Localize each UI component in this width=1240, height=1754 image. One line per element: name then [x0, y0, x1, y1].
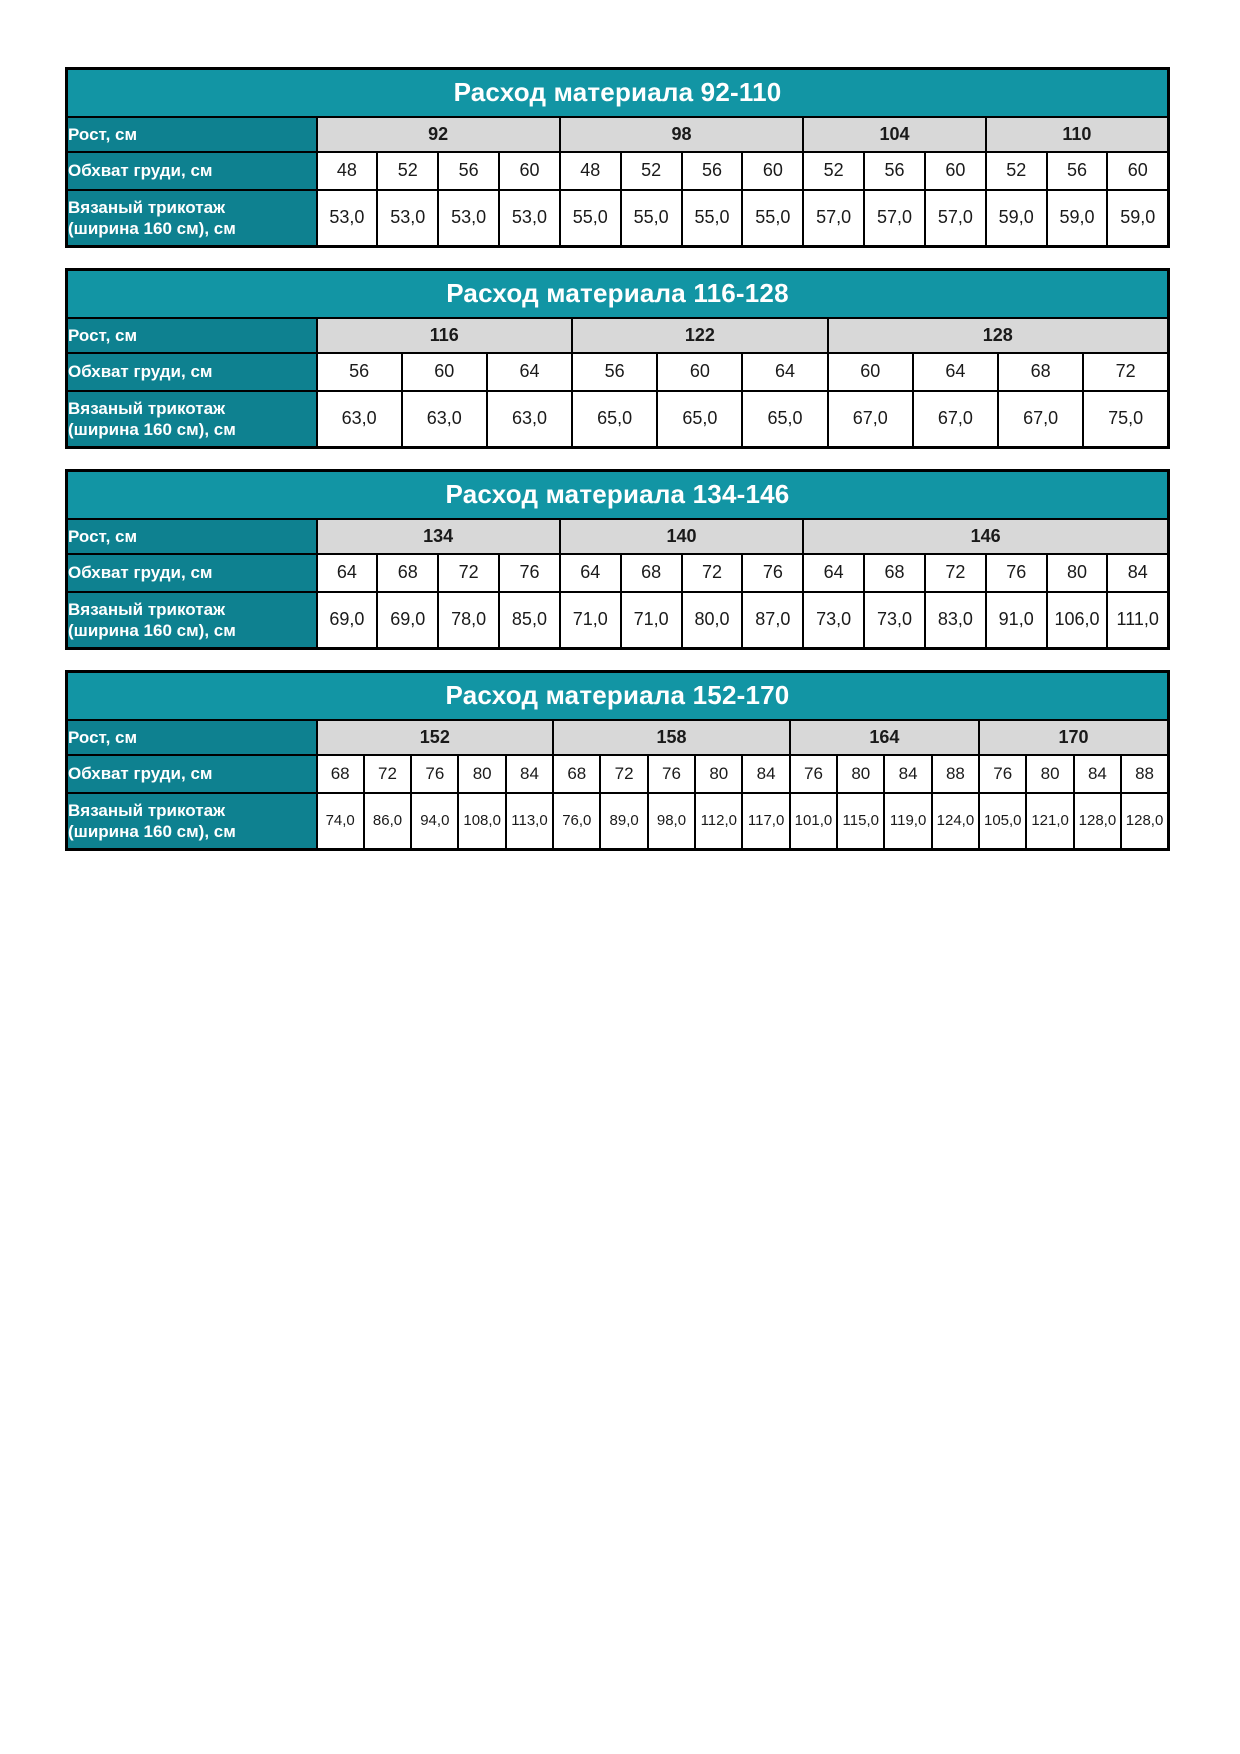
fabric-label-line1: Вязаный трикотаж [68, 197, 226, 217]
chest-size-cell: 52 [986, 152, 1047, 190]
fabric-label-line1: Вязаный трикотаж [68, 800, 226, 820]
chest-size-cell: 64 [487, 353, 572, 391]
chest-size-cell: 52 [803, 152, 864, 190]
fabric-value-cell: 94,0 [411, 793, 458, 850]
row-label-chest: Обхват груди, см [67, 152, 317, 190]
fabric-value-cell: 55,0 [682, 190, 743, 247]
row-label-chest: Обхват груди, см [67, 554, 317, 592]
height-group-cell: 170 [979, 720, 1168, 755]
fabric-row [67, 391, 1169, 448]
height-group-cell: 152 [317, 720, 554, 755]
fabric-value-cell: 108,0 [458, 793, 505, 850]
height-group-cell: 98 [560, 117, 803, 152]
fabric-label-line2: (ширина 160 см), см [68, 821, 236, 841]
fabric-value-cell: 112,0 [695, 793, 742, 850]
fabric-value-cell: 74,0 [317, 793, 364, 850]
fabric-value-cell: 111,0 [1107, 592, 1168, 649]
chest-size-cell: 48 [317, 152, 378, 190]
chest-size-cell: 60 [402, 353, 487, 391]
fabric-value-cell: 53,0 [317, 190, 378, 247]
chest-size-cell: 64 [317, 554, 378, 592]
chest-size-cell: 84 [1074, 755, 1121, 793]
chest-size-cell: 84 [506, 755, 553, 793]
fabric-row [67, 592, 1169, 649]
chest-size-cell: 80 [837, 755, 884, 793]
chest-size-cell: 84 [742, 755, 789, 793]
chest-size-cell: 52 [377, 152, 438, 190]
chest-size-cell: 76 [979, 755, 1026, 793]
chest-size-cell: 72 [600, 755, 647, 793]
fabric-label-line2: (ширина 160 см), см [68, 218, 236, 238]
table-title: Расход материала 92-110 [67, 69, 1169, 117]
row-label-fabric [67, 793, 317, 850]
fabric-row [67, 190, 1169, 247]
fabric-value-cell: 98,0 [648, 793, 695, 850]
chest-size-cell: 56 [864, 152, 925, 190]
fabric-value-cell: 69,0 [377, 592, 438, 649]
chest-size-cell: 48 [560, 152, 621, 190]
fabric-value-cell: 67,0 [998, 391, 1083, 448]
height-group-cell: 122 [572, 318, 828, 353]
fabric-value-cell: 55,0 [742, 190, 803, 247]
fabric-value-cell: 119,0 [884, 793, 931, 850]
chest-size-cell: 60 [828, 353, 913, 391]
fabric-value-cell: 65,0 [572, 391, 657, 448]
material-table-2 [65, 469, 1170, 650]
row-label-chest: Обхват груди, см [67, 353, 317, 391]
fabric-value-cell: 91,0 [986, 592, 1047, 649]
fabric-value-cell: 59,0 [1047, 190, 1108, 247]
fabric-value-cell: 86,0 [364, 793, 411, 850]
fabric-value-cell: 65,0 [742, 391, 827, 448]
fabric-value-cell: 128,0 [1121, 793, 1168, 850]
chest-size-cell: 60 [499, 152, 560, 190]
chest-size-cell: 56 [682, 152, 743, 190]
fabric-value-cell: 83,0 [925, 592, 986, 649]
chest-size-cell: 60 [925, 152, 986, 190]
fabric-value-cell: 57,0 [864, 190, 925, 247]
material-table-3 [65, 670, 1170, 851]
row-label-height: Рост, см [67, 318, 317, 353]
chest-size-cell: 76 [648, 755, 695, 793]
chest-size-cell: 56 [438, 152, 499, 190]
chest-row [67, 755, 1169, 793]
fabric-row [67, 793, 1169, 850]
chest-size-cell: 84 [884, 755, 931, 793]
title-row [67, 69, 1169, 117]
height-group-cell: 134 [317, 519, 560, 554]
fabric-value-cell: 105,0 [979, 793, 1026, 850]
fabric-value-cell: 55,0 [560, 190, 621, 247]
fabric-value-cell: 106,0 [1047, 592, 1108, 649]
chest-size-cell: 88 [932, 755, 979, 793]
height-row [67, 117, 1169, 152]
fabric-value-cell: 128,0 [1074, 793, 1121, 850]
row-label-height: Рост, см [67, 117, 317, 152]
chest-size-cell: 76 [411, 755, 458, 793]
height-group-cell: 164 [790, 720, 979, 755]
fabric-value-cell: 89,0 [600, 793, 647, 850]
chest-size-cell: 64 [803, 554, 864, 592]
table-title: Расход материала 116-128 [67, 270, 1169, 318]
chest-size-cell: 84 [1107, 554, 1168, 592]
chest-size-cell: 60 [1107, 152, 1168, 190]
fabric-value-cell: 78,0 [438, 592, 499, 649]
chest-size-cell: 64 [560, 554, 621, 592]
chest-size-cell: 76 [499, 554, 560, 592]
fabric-label-line1: Вязаный трикотаж [68, 398, 226, 418]
chest-size-cell: 68 [377, 554, 438, 592]
fabric-value-cell: 113,0 [506, 793, 553, 850]
row-label-fabric [67, 391, 317, 448]
fabric-value-cell: 67,0 [913, 391, 998, 448]
chest-size-cell: 60 [657, 353, 742, 391]
chest-size-cell: 56 [1047, 152, 1108, 190]
chest-row [67, 554, 1169, 592]
fabric-value-cell: 75,0 [1083, 391, 1168, 448]
height-group-cell: 128 [828, 318, 1169, 353]
fabric-value-cell: 101,0 [790, 793, 837, 850]
chest-size-cell: 80 [1026, 755, 1073, 793]
fabric-value-cell: 59,0 [986, 190, 1047, 247]
chest-size-cell: 72 [438, 554, 499, 592]
height-group-cell: 110 [986, 117, 1169, 152]
row-label-fabric [67, 190, 317, 247]
chest-size-cell: 64 [913, 353, 998, 391]
fabric-value-cell: 57,0 [925, 190, 986, 247]
chest-size-cell: 56 [317, 353, 402, 391]
height-group-cell: 92 [317, 117, 560, 152]
fabric-value-cell: 73,0 [803, 592, 864, 649]
height-row [67, 318, 1169, 353]
height-row [67, 519, 1169, 554]
fabric-label-line2: (ширина 160 см), см [68, 419, 236, 439]
chest-size-cell: 72 [925, 554, 986, 592]
fabric-value-cell: 65,0 [657, 391, 742, 448]
chest-size-cell: 56 [572, 353, 657, 391]
fabric-value-cell: 85,0 [499, 592, 560, 649]
chest-size-cell: 68 [553, 755, 600, 793]
fabric-value-cell: 59,0 [1107, 190, 1168, 247]
chest-size-cell: 72 [364, 755, 411, 793]
title-row [67, 672, 1169, 720]
chest-size-cell: 72 [682, 554, 743, 592]
chest-size-cell: 68 [998, 353, 1083, 391]
chest-size-cell: 76 [742, 554, 803, 592]
height-row [67, 720, 1169, 755]
fabric-value-cell: 57,0 [803, 190, 864, 247]
fabric-value-cell: 87,0 [742, 592, 803, 649]
height-group-cell: 140 [560, 519, 803, 554]
chest-row [67, 353, 1169, 391]
height-group-cell: 146 [803, 519, 1168, 554]
chest-size-cell: 52 [621, 152, 682, 190]
row-label-height: Рост, см [67, 519, 317, 554]
chest-size-cell: 80 [695, 755, 742, 793]
fabric-value-cell: 124,0 [932, 793, 979, 850]
row-label-fabric [67, 592, 317, 649]
fabric-value-cell: 71,0 [560, 592, 621, 649]
material-tables-container [65, 67, 1240, 851]
height-group-cell: 116 [317, 318, 573, 353]
fabric-value-cell: 71,0 [621, 592, 682, 649]
fabric-value-cell: 63,0 [487, 391, 572, 448]
chest-size-cell: 64 [742, 353, 827, 391]
fabric-value-cell: 53,0 [377, 190, 438, 247]
chest-size-cell: 68 [317, 755, 364, 793]
chest-size-cell: 68 [621, 554, 682, 592]
fabric-value-cell: 117,0 [742, 793, 789, 850]
chest-size-cell: 68 [864, 554, 925, 592]
fabric-value-cell: 76,0 [553, 793, 600, 850]
material-table-1 [65, 268, 1170, 449]
height-group-cell: 158 [553, 720, 790, 755]
chest-size-cell: 72 [1083, 353, 1168, 391]
fabric-value-cell: 121,0 [1026, 793, 1073, 850]
title-row [67, 270, 1169, 318]
row-label-chest: Обхват груди, см [67, 755, 317, 793]
fabric-value-cell: 53,0 [499, 190, 560, 247]
fabric-value-cell: 73,0 [864, 592, 925, 649]
chest-size-cell: 76 [790, 755, 837, 793]
chest-row [67, 152, 1169, 190]
table-title: Расход материала 134-146 [67, 471, 1169, 519]
height-group-cell: 104 [803, 117, 986, 152]
title-row [67, 471, 1169, 519]
fabric-label-line1: Вязаный трикотаж [68, 599, 226, 619]
chest-size-cell: 80 [458, 755, 505, 793]
page [0, 0, 1240, 851]
fabric-value-cell: 80,0 [682, 592, 743, 649]
table-title: Расход материала 152-170 [67, 672, 1169, 720]
fabric-label-line2: (ширина 160 см), см [68, 620, 236, 640]
chest-size-cell: 76 [986, 554, 1047, 592]
fabric-value-cell: 53,0 [438, 190, 499, 247]
fabric-value-cell: 63,0 [402, 391, 487, 448]
material-table-0 [65, 67, 1170, 248]
fabric-value-cell: 63,0 [317, 391, 402, 448]
fabric-value-cell: 69,0 [317, 592, 378, 649]
chest-size-cell: 80 [1047, 554, 1108, 592]
chest-size-cell: 60 [742, 152, 803, 190]
fabric-value-cell: 67,0 [828, 391, 913, 448]
fabric-value-cell: 55,0 [621, 190, 682, 247]
row-label-height: Рост, см [67, 720, 317, 755]
fabric-value-cell: 115,0 [837, 793, 884, 850]
chest-size-cell: 88 [1121, 755, 1168, 793]
